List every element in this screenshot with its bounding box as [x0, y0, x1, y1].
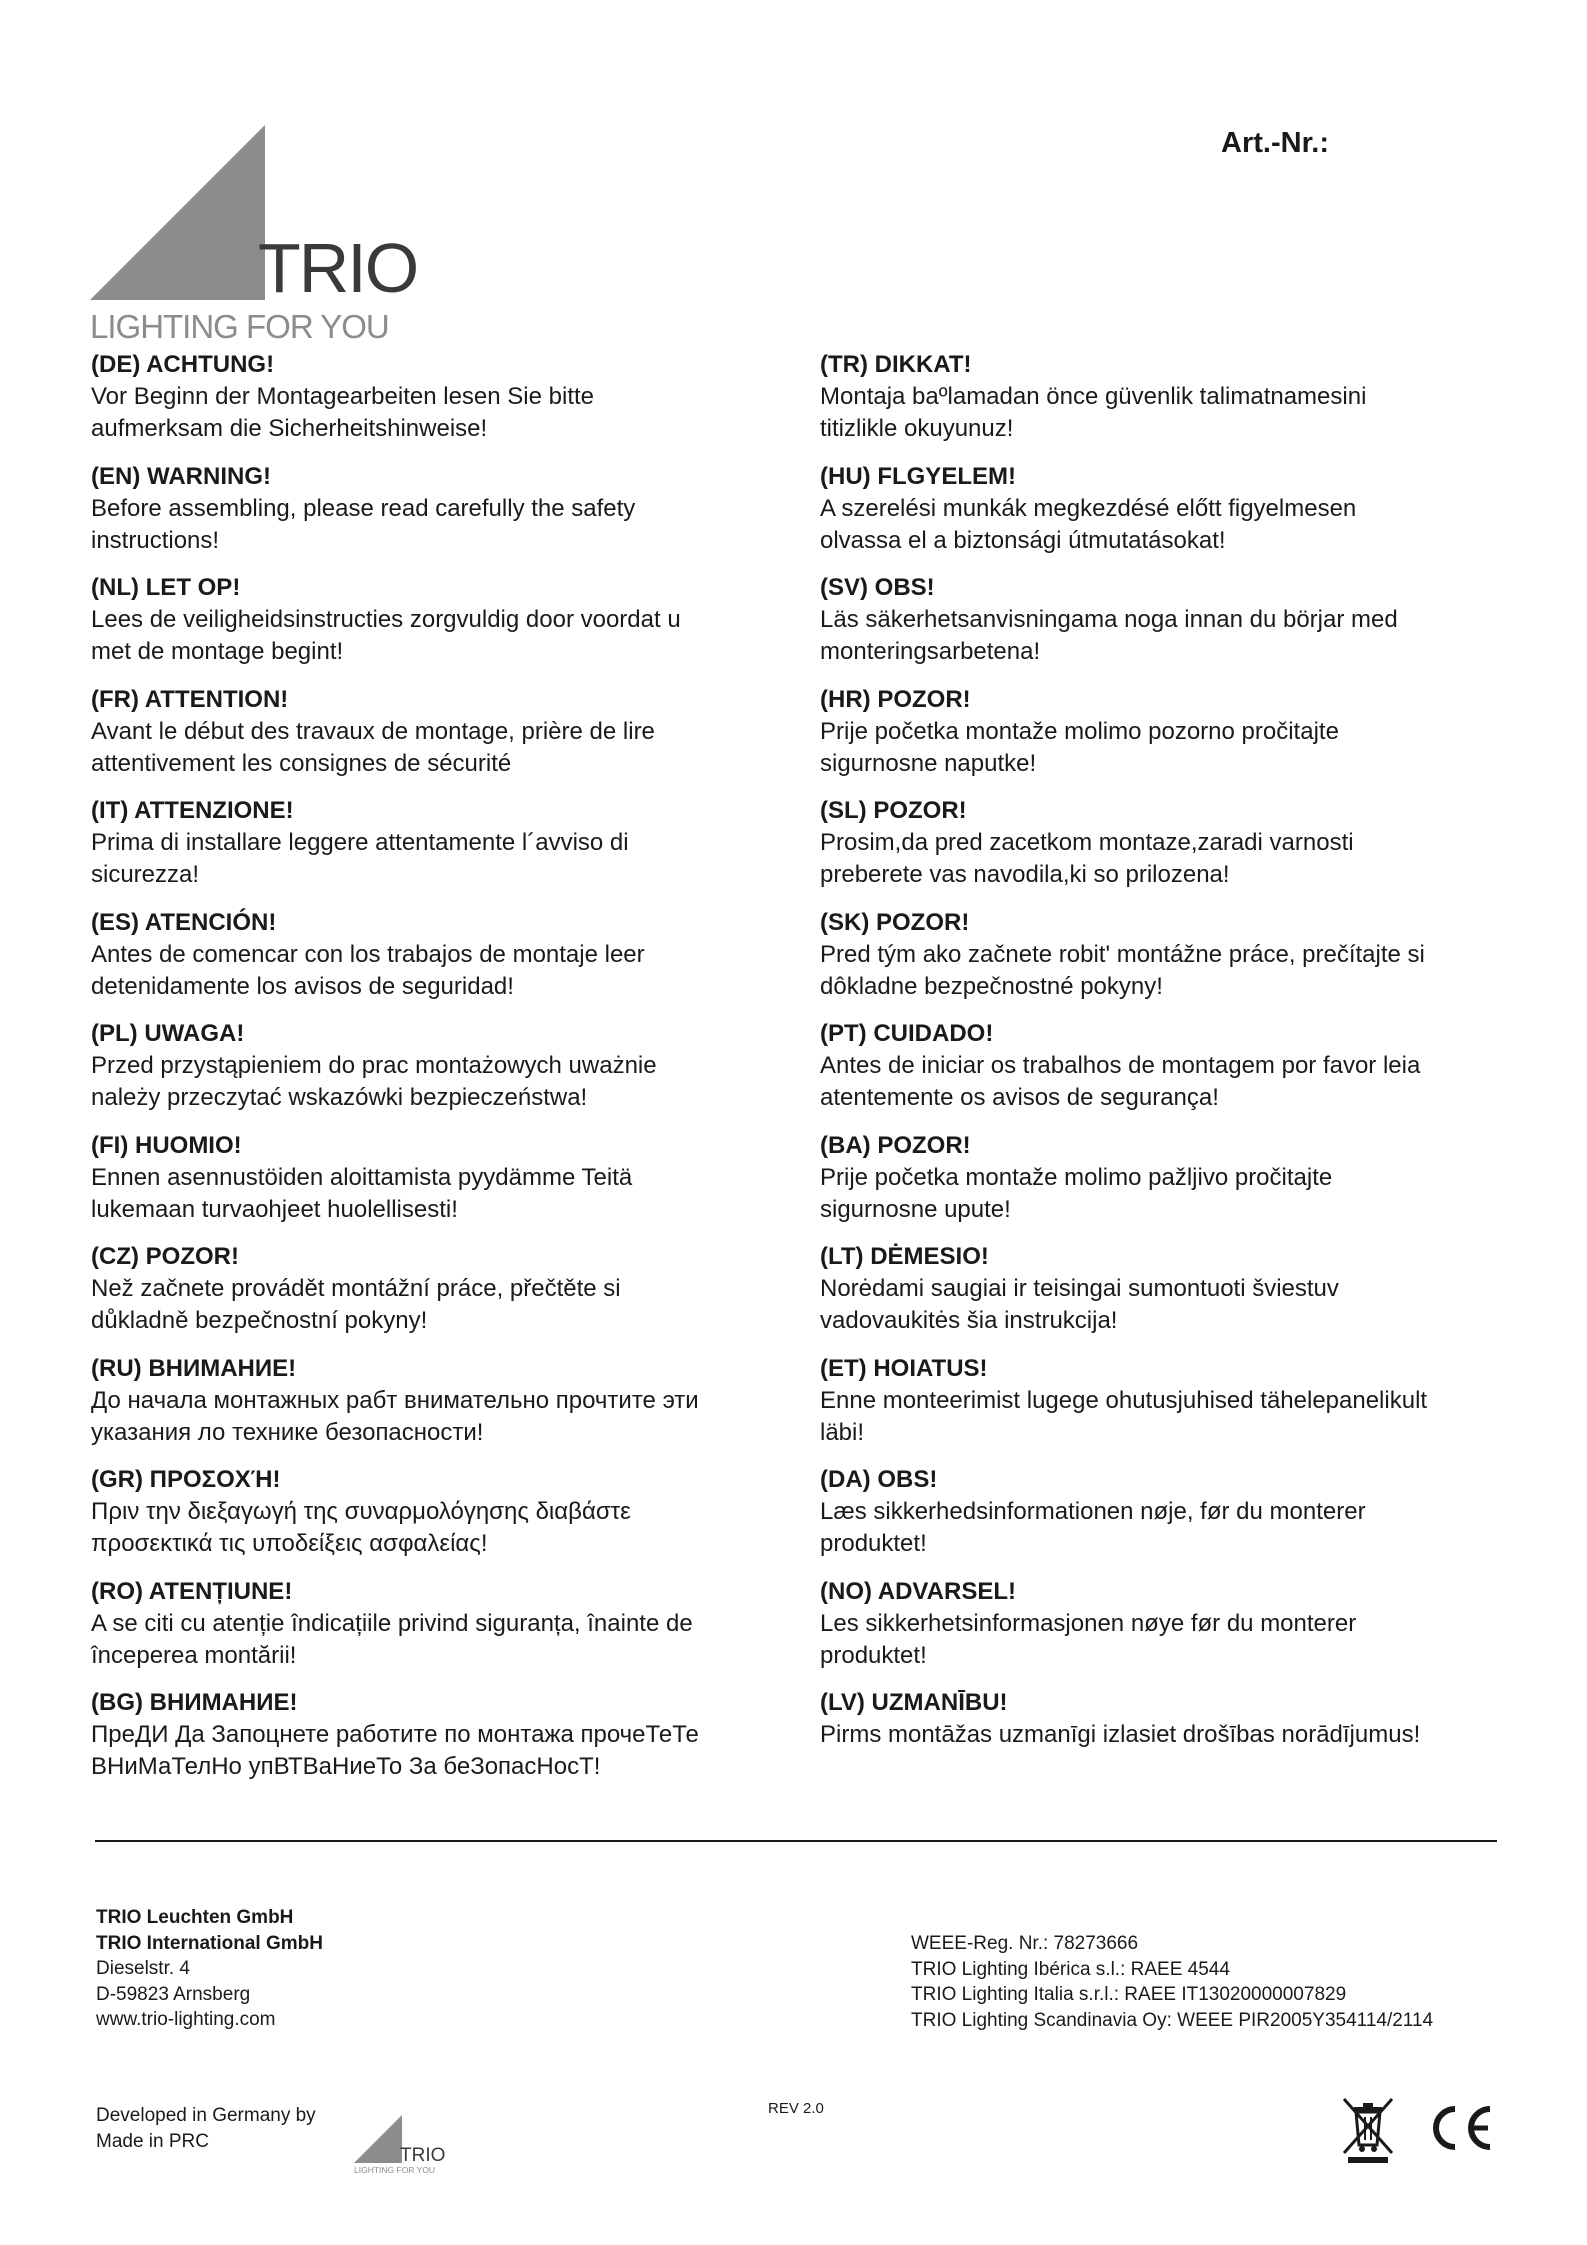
warning-entry — [91, 461, 791, 573]
logo-brand-text: TRIO — [258, 229, 418, 307]
website-link[interactable]: www.trio-lighting.com — [96, 2009, 276, 2030]
warning-entry — [820, 1464, 1510, 1576]
warning-entry — [820, 572, 1510, 684]
article-number-label: Art.-Nr.: — [1221, 127, 1329, 159]
warning-entry — [91, 1464, 791, 1576]
warning-text-line: Antes de iniciar os trabalhos de montagem por favor leia — [820, 1052, 1421, 1079]
warning-text-line: începerea montării! — [91, 1641, 297, 1669]
warning-heading: (GR) ΠΡΟΣΟΧΉ! — [91, 1466, 281, 1493]
warning-entry — [91, 1018, 791, 1130]
warning-entry — [91, 1353, 791, 1465]
warning-text-line: Pirms montāžas uzmanīgi izlasiet drošības norādījumus! — [820, 1721, 1421, 1748]
company-name-2: TRIO International GmbH — [96, 1932, 323, 1954]
ce-mark-icon — [1428, 2103, 1494, 2153]
warning-entry — [820, 1018, 1510, 1130]
logo-tagline-text: LIGHTING FOR YOU — [90, 308, 389, 345]
warning-text-line: lukemaan turvaohjeet huolellisesti! — [91, 1195, 458, 1223]
warning-text-line: produktet! — [820, 1530, 927, 1557]
warning-text-line: Les sikkerhetsinformasjonen nøye før du monterer — [820, 1609, 1357, 1637]
warning-text-line: προσεκτικά τις υποδείξεις ασφαλείας! — [91, 1530, 488, 1557]
warning-heading: (ES) ATENCIÓN! — [91, 908, 277, 936]
warning-text-line: Przed przystąpieniem do prac montażowych uważnie — [91, 1052, 657, 1079]
warning-heading: (FR) ATTENTION! — [91, 685, 289, 713]
made-in-text: Made in PRC — [96, 2131, 209, 2152]
warning-text-line: Prima di installare leggere attentamente l´avviso di — [91, 829, 629, 856]
warning-heading: (BA) POZOR! — [820, 1131, 971, 1159]
warnings-column-right — [820, 349, 1510, 1799]
warning-text-line: ВНиМаТелНо упВТВаНиеТо За беЗопасНосТ! — [91, 1753, 601, 1780]
warning-text-line: detenidamente los avisos de seguridad! — [91, 972, 514, 1000]
warning-entry — [91, 1576, 791, 1688]
warning-heading: (SV) OBS! — [820, 574, 935, 601]
warning-text-line: met de montage begint! — [91, 638, 344, 665]
warning-heading: (IT) ATTENZIONE! — [91, 797, 294, 824]
warning-text-line: До начала монтажных рабт внимательно прочтите эти — [91, 1386, 699, 1414]
warning-text-line: sigurnosne upute! — [820, 1195, 1011, 1223]
warning-entry — [820, 349, 1510, 461]
warning-heading: (PL) UWAGA! — [91, 1020, 245, 1047]
warning-text-line: ПреДИ Да Запоцнете работите по монтажа прочеТеТе — [91, 1721, 699, 1748]
company-address — [96, 1905, 323, 2033]
warning-text-line: läbi! — [820, 1418, 865, 1446]
warning-heading: (FI) HUOMIO! — [91, 1131, 242, 1159]
warning-text-line: Prije početka montaže molimo pozorno pročitajte — [820, 717, 1339, 745]
warning-text-line: Πριν την διεξαγωγή της συναρμολόγησης διαβάστε — [91, 1498, 631, 1525]
warning-text-line: titizlikle okuyunuz! — [820, 415, 1014, 442]
warning-text-line: Montaja baºlamadan önce güvenlik talimatnamesini — [820, 383, 1367, 410]
warning-text-line: instructions! — [91, 526, 220, 554]
warning-text-line: Antes de comencar con los trabajos de montaje leer — [91, 940, 645, 968]
warning-heading: (NL) LET OP! — [91, 574, 241, 601]
trio-logo — [90, 125, 418, 345]
warning-heading: (RO) ATENȚIUNE! — [91, 1577, 293, 1605]
warning-text-line: důkladně bezpečnostní pokyny! — [91, 1307, 428, 1334]
warning-entry — [91, 572, 791, 684]
warning-heading: (LV) UZMANĪBU! — [820, 1689, 1008, 1716]
warning-heading: (HU) FLGYELEM! — [820, 462, 1016, 490]
warning-text-line: A szerelési munkák megkezdésé előtt figyelmesen — [820, 494, 1357, 522]
warning-heading: (NO) ADVARSEL! — [820, 1577, 1016, 1605]
warning-text-line: Læs sikkerhedsinformationen nøje, før du monterer — [820, 1498, 1366, 1525]
warning-entry — [820, 1687, 1510, 1799]
trio-logo-small — [354, 2115, 446, 2175]
warning-text-line: atentemente os avisos de segurança! — [820, 1084, 1219, 1111]
warning-text-line: produktet! — [820, 1641, 927, 1669]
warning-text-line: attentivement les consignes de sécurité — [91, 749, 512, 777]
warning-text-line: Enne monteerimist lugege ohutusjuhised tähelepanelikult — [820, 1386, 1428, 1414]
warning-heading: (EN) WARNING! — [91, 462, 271, 490]
warning-entry — [91, 684, 791, 796]
warning-text-line: należy przeczytać wskazówki bezpieczeństwa! — [91, 1084, 588, 1111]
warning-entry — [91, 907, 791, 1019]
warning-entry — [91, 795, 791, 907]
warning-text-line: sigurnosne naputke! — [820, 749, 1037, 777]
warning-text-line: Before assembling, please read carefully the safety — [91, 494, 636, 522]
warning-text-line: Lees de veiligheidsinstructies zorgvuldig door voordat u — [91, 606, 681, 633]
warning-text-line: Ennen asennustöiden aloittamista pyydämme Teitä — [91, 1163, 633, 1191]
warning-entry — [91, 1687, 791, 1799]
city-address: D-59823 Arnsberg — [96, 1983, 251, 2005]
warning-text-line: Prosim,da pred zacetkom montaze,zaradi varnosti — [820, 829, 1354, 856]
developed-text: Developed in Germany by — [96, 2105, 316, 2126]
warning-text-line: Läs säkerhetsanvisningama noga innan du börjar med — [820, 606, 1398, 633]
warning-entry — [820, 684, 1510, 796]
warning-text-line: dôkladne bezpečnostné pokyny! — [820, 972, 1163, 1000]
registration-block — [911, 1931, 1433, 2033]
warning-entry — [820, 461, 1510, 573]
warning-entry — [820, 1130, 1510, 1242]
registration-line: TRIO Lighting Ibérica s.l.: RAEE 4544 — [911, 1958, 1230, 1980]
warning-entry — [820, 1576, 1510, 1688]
warning-text-line: Norėdami saugiai ir teisingai sumontuoti šviestuv — [820, 1275, 1339, 1302]
registration-line: WEEE-Reg. Nr.: 78273666 — [911, 1933, 1139, 1954]
registration-line: TRIO Lighting Scandinavia Oy: WEEE PIR2005Y354114/2114 — [911, 2009, 1434, 2031]
warning-heading: (BG) ВНИМАНИЕ! — [91, 1689, 298, 1716]
warning-heading: (DA) OBS! — [820, 1466, 938, 1493]
warning-heading: (DE) ACHTUNG! — [91, 351, 275, 378]
warning-text-line: Než začnete provádět montážní práce, přečtěte si — [91, 1275, 621, 1302]
warning-text-line: указания ло технике безопасности! — [91, 1418, 484, 1446]
warning-text-line: olvassa el a biztonsági útmutatásokat! — [820, 526, 1226, 554]
warning-heading: (PT) CUIDADO! — [820, 1020, 994, 1047]
company-name-1: TRIO Leuchten GmbH — [96, 1907, 294, 1928]
weee-crossed-bin-icon — [1340, 2095, 1396, 2165]
warning-entry — [820, 1241, 1510, 1353]
warning-text-line: sicurezza! — [91, 861, 200, 888]
logo-triangle — [90, 125, 265, 300]
logo-small-tagline: LIGHTING FOR YOU — [354, 2165, 436, 2175]
warning-heading: (TR) DIKKAT! — [820, 351, 972, 378]
warning-heading: (CZ) POZOR! — [91, 1243, 239, 1270]
revision-label: REV 2.0 — [768, 2100, 824, 2117]
logo-small-triangle — [354, 2115, 402, 2163]
street-address: Dieselstr. 4 — [96, 1958, 190, 1979]
footer-divider — [95, 1840, 1497, 1842]
registration-line: TRIO Lighting Italia s.r.l.: RAEE IT13020000007829 — [911, 1984, 1347, 2005]
warning-entry — [91, 349, 791, 461]
warning-entry — [91, 1241, 791, 1353]
warning-text-line: aufmerksam die Sicherheitshinweise! — [91, 415, 488, 442]
warning-heading: (SK) POZOR! — [820, 908, 970, 936]
warning-heading: (ET) HOIATUS! — [820, 1354, 988, 1382]
warning-entry — [91, 1130, 791, 1242]
warnings-column-left — [91, 349, 791, 1799]
warning-text-line: vadovaukitės šia instrukcija! — [820, 1307, 1118, 1334]
warning-text-line: A se citi cu atenție îndicațiile privind siguranța, înainte de — [91, 1609, 693, 1637]
warning-text-line: preberete vas navodila,ki so prilozena! — [820, 861, 1230, 888]
warning-heading: (LT) DĖMESIO! — [820, 1243, 989, 1270]
warning-entry — [820, 1353, 1510, 1465]
warning-text-line: Avant le début des travaux de montage, prière de lire — [91, 717, 655, 745]
logo-small-brand: TRIO — [400, 2145, 446, 2166]
warning-text-line: Vor Beginn der Montagearbeiten lesen Sie bitte — [91, 383, 595, 410]
warning-entry — [820, 907, 1510, 1019]
warning-text-line: monteringsarbetena! — [820, 638, 1041, 665]
warning-heading: (RU) ВНИМАНИЕ! — [91, 1354, 297, 1382]
warning-heading: (HR) POZOR! — [820, 685, 971, 713]
warning-text-line: Prije početka montaže molimo pažljivo pročitajte — [820, 1163, 1333, 1191]
warning-heading: (SL) POZOR! — [820, 797, 967, 824]
warning-text-line: Pred tým ako začnete robit' montážne práce, prečítajte si — [820, 940, 1425, 968]
warning-entry — [820, 795, 1510, 907]
origin-block — [96, 2103, 316, 2155]
